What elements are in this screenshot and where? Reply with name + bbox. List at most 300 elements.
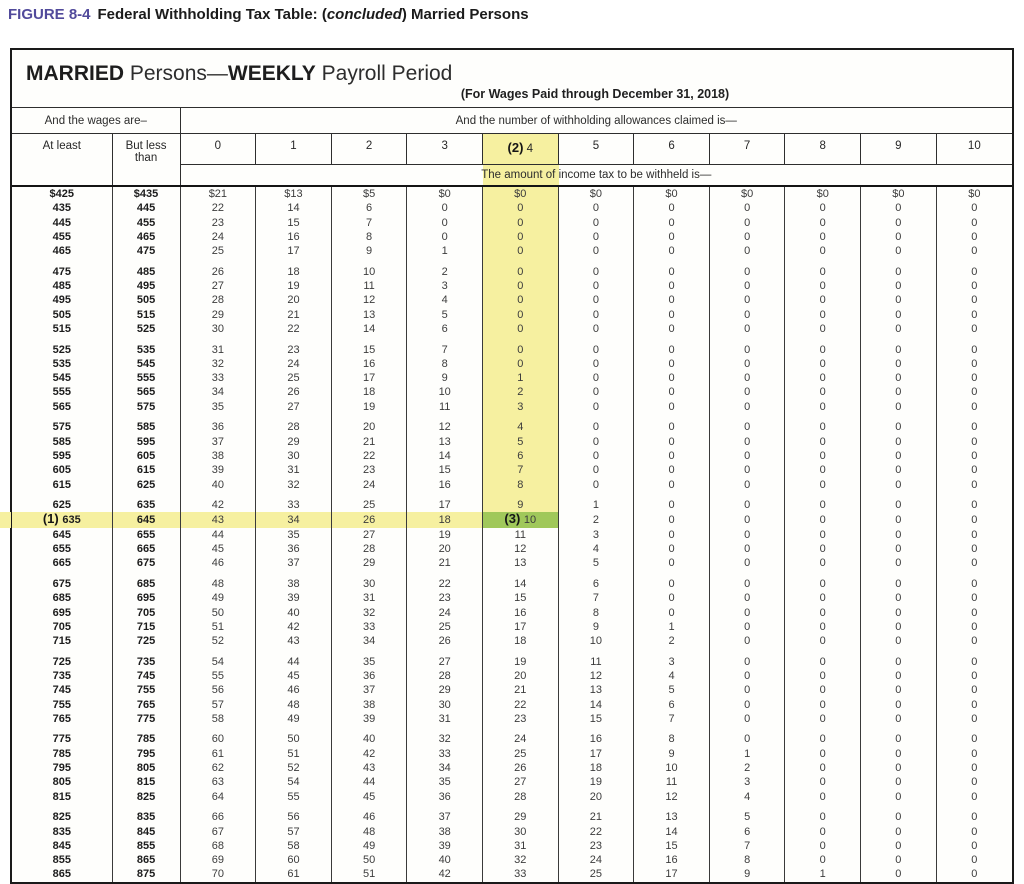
- tax-amount-cell: 0: [709, 712, 785, 726]
- tax-amount-cell: 67: [180, 825, 256, 839]
- tax-amount-cell: 19: [558, 775, 634, 789]
- wage-cell: 435: [12, 201, 112, 215]
- tax-amount-cell: 62: [180, 761, 256, 775]
- tax-amount-cell: 55: [180, 669, 256, 683]
- tax-amount-cell: 0: [634, 201, 710, 215]
- tax-amount-cell: 0: [971, 464, 978, 477]
- tax-amount-cell: 11: [634, 775, 710, 789]
- tax-amount-cell: 21: [483, 683, 559, 697]
- figure-caption: [8, 6, 1008, 23]
- tax-amount-cell: 0: [709, 512, 785, 527]
- tax-amount-cell: 44: [256, 655, 332, 669]
- tax-amount-cell: 14: [407, 449, 483, 463]
- tax-amount-cell: 1: [483, 371, 559, 385]
- tax-amount-cell: 31: [483, 839, 559, 853]
- wage-cell: 825: [112, 790, 180, 804]
- table-row: [12, 449, 1012, 463]
- tax-amount-cell: 21: [256, 308, 332, 322]
- tax-amount-cell: 9: [407, 371, 483, 385]
- wage-cell: 785: [112, 732, 180, 746]
- tax-amount-cell: 0: [861, 790, 937, 804]
- tax-amount-cell: 5: [709, 810, 785, 824]
- wage-cell: 765: [12, 712, 112, 726]
- wage-cell: 835: [112, 810, 180, 824]
- figure-title-pre: Federal Withholding Tax Table: (: [97, 6, 327, 23]
- tax-amount-cell: 27: [331, 528, 407, 542]
- tax-amount-cell: 10: [331, 265, 407, 279]
- tax-amount-cell: 51: [180, 620, 256, 634]
- payroll-period-title: [26, 62, 1012, 86]
- wage-cell: 555: [112, 371, 180, 385]
- tax-amount-cell: 2: [483, 385, 559, 399]
- tax-amount-cell: 6: [634, 698, 710, 712]
- wage-cell: 865: [112, 853, 180, 867]
- wage-cell: 815: [112, 775, 180, 789]
- wage-cell: 845: [112, 825, 180, 839]
- tax-amount-cell: 28: [180, 293, 256, 307]
- tax-amount-cell: 10: [558, 634, 634, 648]
- tax-amount-cell: 0: [971, 357, 978, 370]
- tax-amount-cell: 14: [483, 577, 559, 591]
- tax-amount-cell: 16: [558, 732, 634, 746]
- wage-cell: 615: [12, 478, 112, 492]
- table-row: [12, 683, 1012, 697]
- tax-amount-cell: 0: [785, 556, 861, 570]
- tax-amount-cell: 28: [331, 542, 407, 556]
- tax-amount-cell: 2: [407, 265, 483, 279]
- tax-amount-cell: 0: [785, 606, 861, 620]
- tax-amount-cell: 34: [331, 634, 407, 648]
- tax-amount-cell: 0: [483, 265, 559, 279]
- tax-amount-cell: 37: [256, 556, 332, 570]
- tax-amount-cell: 0: [971, 839, 978, 852]
- but-less-than-header: But less than: [112, 134, 180, 165]
- tax-amount-cell: 27: [483, 775, 559, 789]
- tax-amount-cell: 0: [861, 810, 937, 824]
- tax-amount-cell: 0: [785, 542, 861, 556]
- tax-amount-cell: 17: [331, 371, 407, 385]
- wage-cell: 765: [112, 698, 180, 712]
- tax-amount-cell: 24: [407, 606, 483, 620]
- tax-amount-cell: 33: [331, 620, 407, 634]
- wage-cell: 555: [12, 385, 112, 399]
- tax-amount-cell: 28: [407, 669, 483, 683]
- tax-amount-cell: 5: [558, 556, 634, 570]
- wage-cell: 465: [112, 230, 180, 244]
- tax-amount-cell: 20: [407, 542, 483, 556]
- tax-amount-cell: 0: [861, 620, 937, 634]
- tax-amount-cell: 0: [971, 478, 978, 491]
- tax-amount-cell: 25: [558, 867, 634, 881]
- tax-amount-cell: 0: [785, 810, 861, 824]
- tax-amount-cell: 3: [709, 775, 785, 789]
- allowance-col-0: 0: [180, 134, 256, 165]
- wage-cell: 725: [12, 655, 112, 669]
- tax-amount-cell: $0: [483, 186, 559, 201]
- tax-amount-cell: 0: [634, 542, 710, 556]
- tax-amount-cell: 61: [256, 867, 332, 881]
- tax-amount-cell: 39: [180, 463, 256, 477]
- tax-amount-cell: 0: [634, 435, 710, 449]
- wage-cell: $425: [12, 186, 112, 201]
- tax-amount-cell: 52: [256, 761, 332, 775]
- table-row: [12, 556, 1012, 570]
- wage-cell: 585: [12, 435, 112, 449]
- tax-amount-cell: 35: [331, 655, 407, 669]
- tax-amount-cell: 0: [785, 591, 861, 605]
- tax-amount-cell: 17: [407, 498, 483, 512]
- tax-amount-cell: 0: [558, 308, 634, 322]
- table-row: [12, 825, 1012, 839]
- tax-amount-cell: 0: [558, 265, 634, 279]
- tax-amount-cell: 23: [483, 712, 559, 726]
- tax-amount-cell: 20: [558, 790, 634, 804]
- tax-amount-cell: 0: [785, 732, 861, 746]
- tax-amount-cell: 0: [971, 280, 978, 293]
- tax-amount-cell: 0: [709, 655, 785, 669]
- table-row: [12, 435, 1012, 449]
- tax-amount-cell: 0: [709, 498, 785, 512]
- tax-amount-cell: 24: [256, 357, 332, 371]
- tax-amount-cell: 13: [558, 683, 634, 697]
- tax-amount-cell: 4: [709, 790, 785, 804]
- tax-amount-cell: 43: [180, 512, 256, 527]
- tax-amount-cell: 31: [331, 591, 407, 605]
- tax-amount-cell: 0: [971, 825, 978, 838]
- wage-cell: 465: [12, 244, 112, 258]
- wage-cell: 675: [12, 577, 112, 591]
- tax-amount-cell: 45: [180, 542, 256, 556]
- tax-amount-cell: 8: [407, 357, 483, 371]
- wage-cell: 565: [112, 385, 180, 399]
- wage-cell: 735: [112, 655, 180, 669]
- tax-amount-cell: 26: [180, 265, 256, 279]
- tax-amount-cell: 0: [407, 230, 483, 244]
- tax-table-body: [12, 186, 1012, 882]
- tax-amount-cell: 0: [785, 216, 861, 230]
- tax-amount-cell: 0: [971, 790, 978, 803]
- tax-amount-cell: 21: [331, 435, 407, 449]
- wage-cell: 505: [12, 308, 112, 322]
- tax-amount-cell: 4: [558, 542, 634, 556]
- tax-amount-cell: 45: [256, 669, 332, 683]
- tax-amount-cell: 57: [256, 825, 332, 839]
- tax-amount-cell: 0: [709, 343, 785, 357]
- wage-cell: 575: [112, 400, 180, 414]
- tax-amount-cell: 33: [180, 371, 256, 385]
- tax-amount-cell: 0: [971, 230, 978, 243]
- tax-amount-cell: 0: [861, 322, 937, 336]
- tax-amount-cell: 40: [180, 478, 256, 492]
- wage-cell: 835: [12, 825, 112, 839]
- tax-amount-cell: 0: [709, 577, 785, 591]
- tax-amount-cell: 16: [634, 853, 710, 867]
- tax-amount-cell: 0: [634, 556, 710, 570]
- wage-cell: 585: [112, 420, 180, 434]
- tax-amount-cell: 21: [558, 810, 634, 824]
- tax-amount-cell: 0: [709, 698, 785, 712]
- tax-amount-cell: 36: [331, 669, 407, 683]
- tax-amount-cell: 0: [971, 557, 978, 570]
- table-row: [12, 512, 1012, 527]
- tax-amount-cell: 26: [407, 634, 483, 648]
- tax-amount-cell: 0: [861, 867, 937, 881]
- tax-amount-cell: 0: [785, 747, 861, 761]
- wage-cell: 445: [112, 201, 180, 215]
- tax-amount-cell: 14: [634, 825, 710, 839]
- amount-header-row: [12, 164, 1012, 186]
- tax-amount-cell: 0: [971, 322, 978, 335]
- tax-amount-cell: 43: [256, 634, 332, 648]
- tax-amount-cell: 33: [407, 747, 483, 761]
- tax-amount-cell: 32: [331, 606, 407, 620]
- wage-cell: 495: [112, 279, 180, 293]
- tax-amount-cell: 0: [971, 635, 978, 648]
- wage-cell: 825: [12, 810, 112, 824]
- wage-cell: 575: [12, 420, 112, 434]
- tax-amount-cell: 0: [558, 463, 634, 477]
- tax-amount-cell: 19: [407, 528, 483, 542]
- tax-amount-cell: 6: [709, 825, 785, 839]
- wage-cell: 685: [112, 577, 180, 591]
- table-row: [12, 385, 1012, 399]
- tax-amount-cell: 26: [256, 385, 332, 399]
- table-row: [12, 463, 1012, 477]
- tax-amount-cell: 29: [256, 435, 332, 449]
- tax-amount-cell: 0: [861, 420, 937, 434]
- tax-amount-cell: 32: [483, 853, 559, 867]
- tax-amount-cell: 0: [709, 683, 785, 697]
- tax-amount-cell: 0: [861, 216, 937, 230]
- tax-amount-cell: 36: [180, 420, 256, 434]
- tax-amount-cell: 60: [256, 853, 332, 867]
- tax-amount-cell: 0: [709, 385, 785, 399]
- tax-amount-cell: 36: [256, 542, 332, 556]
- tax-amount-cell: 2: [558, 512, 634, 527]
- tax-amount-cell: 0: [861, 825, 937, 839]
- tax-amount-cell: 6: [558, 577, 634, 591]
- tax-amount-cell: 54: [256, 775, 332, 789]
- tax-amount-cell: 0: [785, 825, 861, 839]
- tax-amount-cell: $0: [709, 186, 785, 201]
- tax-amount-cell: 0: [785, 293, 861, 307]
- tax-amount-cell: 38: [256, 577, 332, 591]
- tax-amount-cell: 25: [180, 244, 256, 258]
- tax-amount-cell: 61: [180, 747, 256, 761]
- tax-amount-cell: 0: [861, 732, 937, 746]
- tax-amount-cell: 0: [861, 463, 937, 477]
- wage-cell: 475: [112, 244, 180, 258]
- tax-amount-cell: 20: [331, 420, 407, 434]
- wage-cell: 755: [12, 698, 112, 712]
- annotation-1-label: (1): [42, 512, 63, 527]
- wage-cell: $435: [112, 186, 180, 201]
- tax-amount-cell: 0: [785, 620, 861, 634]
- tax-amount-cell: 0: [861, 308, 937, 322]
- tax-amount-cell: 64: [180, 790, 256, 804]
- wage-cell: 525: [12, 343, 112, 357]
- tax-amount-cell: 1: [407, 244, 483, 258]
- wage-cell: 635: [112, 498, 180, 512]
- tax-amount-cell: 7: [558, 591, 634, 605]
- tax-amount-cell: 0: [971, 528, 978, 541]
- tax-amount-cell: 4: [407, 293, 483, 307]
- tax-amount-cell: 0: [483, 293, 559, 307]
- tax-amount-cell: 0: [709, 420, 785, 434]
- tax-amount-cell: 0: [483, 343, 559, 357]
- tax-amount-cell: 24: [180, 230, 256, 244]
- tax-amount-cell: 1: [634, 620, 710, 634]
- tax-amount-cell: 0: [861, 698, 937, 712]
- tax-amount-cell: 0: [785, 669, 861, 683]
- tax-amount-cell: 29: [407, 683, 483, 697]
- tax-amount-cell: 50: [331, 853, 407, 867]
- tax-amount-cell: 8: [634, 732, 710, 746]
- tax-amount-cell: 0: [971, 513, 978, 526]
- table-row: [12, 478, 1012, 492]
- tax-amount-cell: 29: [180, 308, 256, 322]
- tax-amount-cell: $21: [180, 186, 256, 201]
- tax-amount-cell: 0: [709, 279, 785, 293]
- tax-amount-cell: 0: [634, 577, 710, 591]
- tax-amount-cell: 0: [634, 308, 710, 322]
- wage-cell: 455: [12, 230, 112, 244]
- tax-amount-cell: 0: [971, 265, 978, 278]
- table-row: [12, 201, 1012, 215]
- tax-amount-cell: 0: [785, 244, 861, 258]
- tax-amount-cell: 0: [709, 463, 785, 477]
- wage-cell: 445: [12, 216, 112, 230]
- tax-amount-cell: 0: [785, 634, 861, 648]
- tax-amount-cell: 11: [407, 400, 483, 414]
- allowance-col-5: 5: [558, 134, 634, 165]
- title-persons: Persons—: [124, 62, 228, 85]
- tax-amount-cell: 56: [180, 683, 256, 697]
- wage-cell: 875: [112, 867, 180, 881]
- wage-cell: 455: [112, 216, 180, 230]
- tax-amount-cell: 0: [634, 230, 710, 244]
- wage-cell: 615: [112, 463, 180, 477]
- tax-amount-cell: 7: [331, 216, 407, 230]
- at-least-header: At least: [12, 134, 112, 165]
- tax-amount-cell: 0: [785, 839, 861, 853]
- table-row: [12, 775, 1012, 789]
- tax-amount-cell: 51: [331, 867, 407, 881]
- wage-cell: 665: [12, 556, 112, 570]
- tax-amount-cell: 37: [331, 683, 407, 697]
- tax-amount-cell: 0: [861, 853, 937, 867]
- tax-amount-cell: 37: [407, 810, 483, 824]
- tax-amount-cell: 9: [709, 867, 785, 881]
- tax-amount-cell: 0: [971, 762, 978, 775]
- table-row: [12, 634, 1012, 648]
- tax-amount-cell: 31: [256, 463, 332, 477]
- tax-amount-cell: 0: [634, 357, 710, 371]
- tax-amount-cell: 18: [256, 265, 332, 279]
- tax-amount-cell: 0: [785, 400, 861, 414]
- wage-cell: 715: [12, 634, 112, 648]
- allowance-col-7: 7: [709, 134, 785, 165]
- tax-amount-cell: 0: [785, 463, 861, 477]
- wage-cell: 535: [12, 357, 112, 371]
- table-row: [12, 712, 1012, 726]
- tax-amount-cell: 22: [483, 698, 559, 712]
- tax-amount-cell: 0: [709, 216, 785, 230]
- tax-amount-cell: 58: [256, 839, 332, 853]
- tax-amount-cell: 0: [971, 400, 978, 413]
- wage-cell: 665: [112, 542, 180, 556]
- tax-amount-cell: 0: [709, 357, 785, 371]
- highlighted-wage-row-label-cell: (1) 635: [12, 512, 112, 527]
- tax-amount-cell: 0: [558, 371, 634, 385]
- tax-amount-cell: 12: [331, 293, 407, 307]
- tax-amount-cell: 0: [785, 853, 861, 867]
- wage-cell: 505: [112, 293, 180, 307]
- tax-amount-cell: 15: [558, 712, 634, 726]
- tax-amount-cell: 5: [407, 308, 483, 322]
- wage-cell: 515: [112, 308, 180, 322]
- tax-amount-cell: 24: [558, 853, 634, 867]
- tax-amount-cell: 42: [331, 747, 407, 761]
- tax-amount-cell: $0: [968, 188, 981, 200]
- tax-amount-cell: 0: [971, 811, 978, 824]
- table-row: [12, 230, 1012, 244]
- tax-amount-cell: 0: [785, 357, 861, 371]
- tax-amount-cell: 0: [971, 216, 978, 229]
- tax-amount-cell: 0: [558, 322, 634, 336]
- tax-amount-cell: 49: [180, 591, 256, 605]
- row-highlight-strip: [0, 512, 11, 527]
- tax-amount-cell: 0: [785, 512, 861, 527]
- tax-amount-cell: 12: [483, 542, 559, 556]
- tax-amount-cell: 0: [785, 790, 861, 804]
- tax-amount-cell: 0: [785, 683, 861, 697]
- wage-cell: 795: [112, 747, 180, 761]
- tax-amount-cell: 46: [180, 556, 256, 570]
- wage-cell: 485: [12, 279, 112, 293]
- tax-amount-cell: 0: [634, 498, 710, 512]
- wage-cell: 865: [12, 867, 112, 881]
- tax-amount-cell: 38: [407, 825, 483, 839]
- wage-cell: 785: [12, 747, 112, 761]
- tax-amount-cell: 0: [861, 201, 937, 215]
- tax-amount-cell: 18: [558, 761, 634, 775]
- tax-amount-cell: 0: [634, 606, 710, 620]
- tax-amount-cell: 0: [785, 308, 861, 322]
- annotation-3-label: (3): [504, 512, 524, 527]
- table-row: [12, 542, 1012, 556]
- tax-amount-cell: 24: [483, 732, 559, 746]
- table-row: [12, 698, 1012, 712]
- tax-amount-cell: 0: [971, 592, 978, 605]
- wage-cell: 595: [112, 435, 180, 449]
- tax-amount-cell: 15: [331, 343, 407, 357]
- tax-amount-cell: $0: [634, 186, 710, 201]
- tax-amount-cell: 0: [971, 868, 978, 881]
- tax-amount-cell: 3: [634, 655, 710, 669]
- tax-amount-cell: 68: [180, 839, 256, 853]
- tax-amount-cell: 27: [180, 279, 256, 293]
- allowance-col-10: 10: [936, 134, 1012, 165]
- table-row: [12, 186, 1012, 201]
- tax-amount-cell: 0: [709, 244, 785, 258]
- tax-amount-cell: 0: [558, 216, 634, 230]
- tax-amount-cell: 0: [558, 357, 634, 371]
- header-span-row: [12, 108, 1012, 134]
- tax-amount-cell: 0: [861, 655, 937, 669]
- table-row: [12, 322, 1012, 336]
- tax-amount-cell: 39: [331, 712, 407, 726]
